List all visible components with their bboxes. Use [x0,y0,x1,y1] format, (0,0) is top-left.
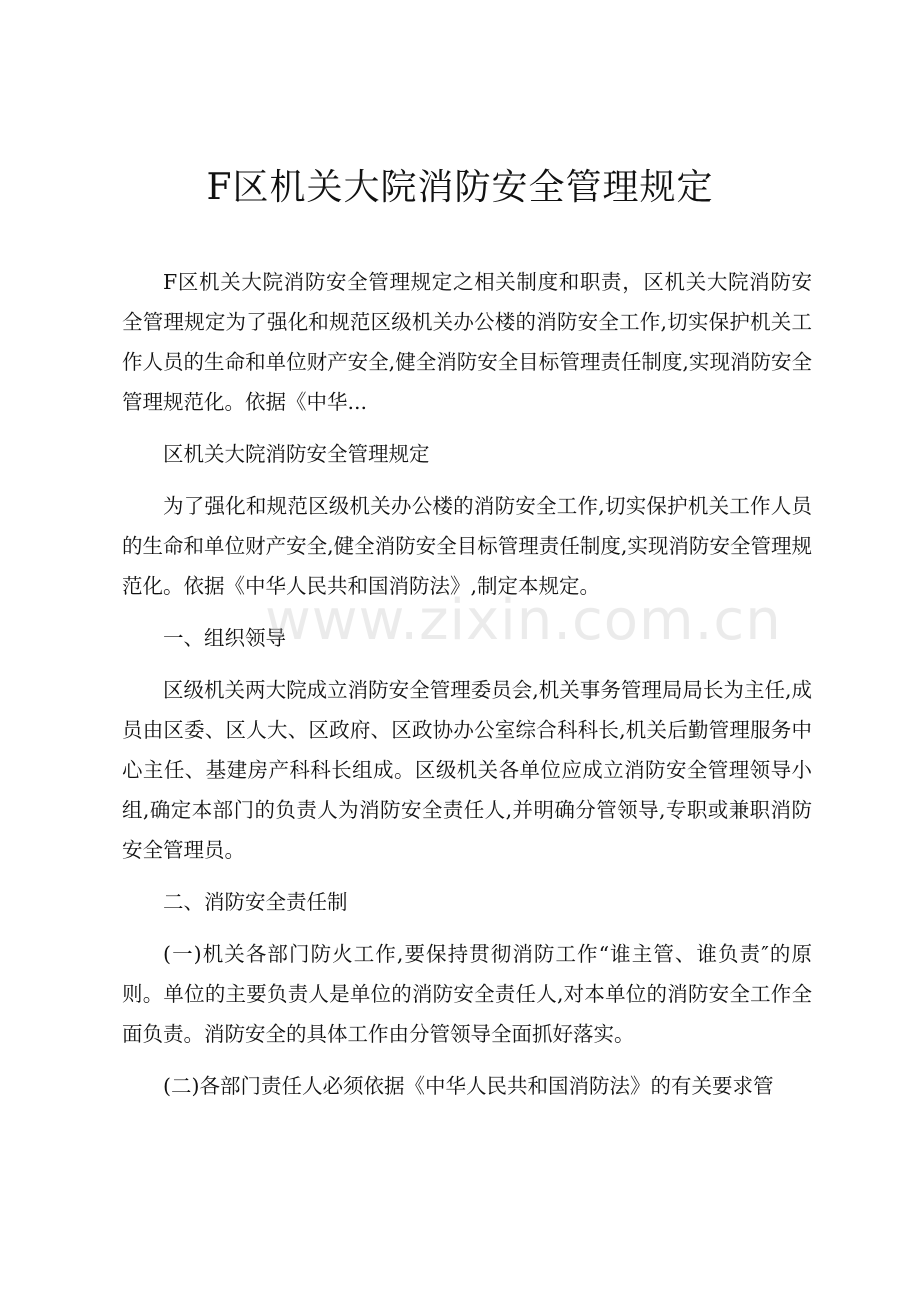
watermark-text: www.zixin.com.cn [265,588,782,653]
document-body [122,262,812,1118]
responsibility-paragraph-2: (二)各部门责任人必须依据《中华人民共和国消防法》的有关要求管 [163,1074,774,1098]
document-title: F区机关大院消防安全管理规定 [206,167,714,208]
section-heading-responsibility: 二、消防安全责任制 [163,890,348,914]
section-heading-organization: 一、组织领导 [163,626,286,650]
responsibility-paragraph-1: (一)机关各部门防火工作,要保持贯彻消防工作“谁主管、谁负责″的原则。单位的主要负责人是单位的消防安全责任人,对本单位的消防安全工作全面负责。消防安全的具体工作由分管领导全面抓好落实。 [122,942,812,1046]
intro-paragraph: F区机关大院消防安全管理规定之相关制度和职责，区机关大院消防安全管理规定为了强化和规范区级机关办公楼的消防安全工作,切实保护机关工作人员的生命和单位财产安全,健全消防安全目标管理责任制度,实现消防安全管理规范化。依据《中华... [122,270,812,414]
subtitle-line: 区机关大院消防安全管理规定 [163,442,430,466]
organization-paragraph: 区级机关两大院成立消防安全管理委员会,机关事务管理局局长为主任,成员由区委、区人大、区政府、区政协办公室综合科科长,机关后勤管理服务中心主任、基建房产科科长组成。区级机关各单位应成立消防安全管理领导小组,确定本部门的负责人为消防安全责任人,并明确分管领导,专职或兼职消防安全管理员。 [122,678,812,862]
purpose-paragraph: 为了强化和规范区级机关办公楼的消防安全工作,切实保护机关工作人员的生命和单位财产安全,健全消防安全目标管理责任制度,实现消防安全管理规范化。依据《中华人民共和国消防法》,制定本规定。 [122,494,812,598]
